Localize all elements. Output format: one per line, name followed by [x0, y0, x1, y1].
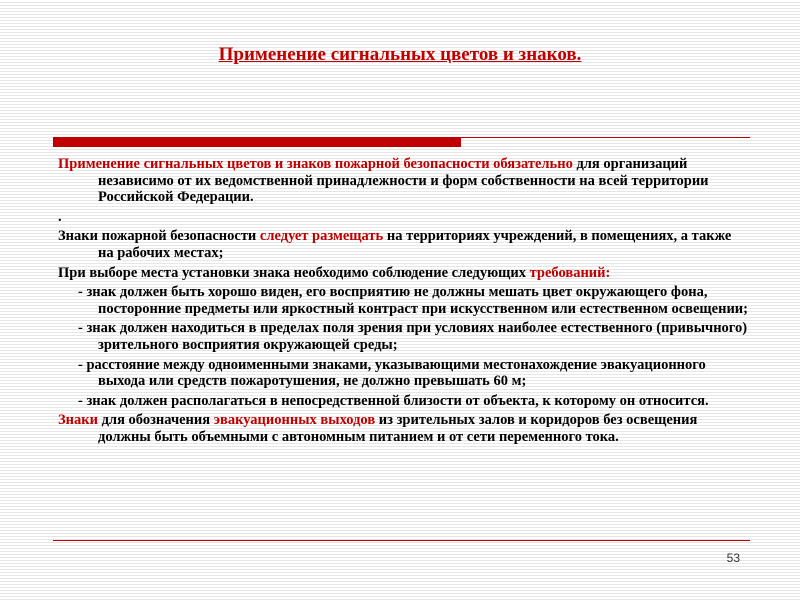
requirement-item — [58, 393, 748, 410]
paragraph — [58, 265, 748, 282]
body-text: Знаки пожарной безопасности — [58, 228, 260, 245]
body-text: для организаций независимо от их ведомственной принадлежности и форм собственности на всей территории Российской Федерации. — [98, 156, 709, 206]
body-text: При выборе места установки знака необходимо соблюдение следующих — [58, 264, 530, 281]
footer-divider — [53, 540, 750, 541]
slide-body — [58, 156, 748, 449]
slide-title: Применение сигнальных цветов и знаков. — [218, 44, 582, 65]
body-text: из зрительных залов и коридоров без освещения должны быть объемными с автономным питанием и от сети переменного тока. — [98, 412, 698, 445]
paragraph — [58, 412, 748, 445]
highlight-text: эвакуационных выходов — [213, 412, 376, 429]
body-text: для обозначения — [97, 412, 214, 429]
page-number: 53 — [726, 551, 740, 565]
paragraph — [58, 209, 748, 226]
highlight-text: Применение сигнальных цветов и знаков пожарной безопасности обязательно — [58, 156, 573, 172]
highlight-text: следует размещать — [259, 228, 384, 245]
requirement-item — [58, 357, 748, 390]
body-text: на территориях учреждений, в помещениях, а также на рабочих местах; — [98, 228, 732, 261]
requirement-item — [58, 284, 748, 317]
requirement-item — [58, 320, 748, 353]
title-divider-thin — [461, 137, 750, 138]
body-text: - знак должен быть хорошо виден, его восприятию не должны мешать цвет окружающего фона, посторонние предметы или яркостный контраст при искусственном или естественном освещении; — [78, 284, 748, 317]
body-text: - знак должен располагаться в непосредственной близости от объекта, к которому он относится. — [78, 392, 709, 409]
body-text: - знак должен находиться в пределах поля зрения при условиях наиболее естественного (привычного) зрительного восприятия окружающей среды; — [78, 320, 748, 353]
body-text: - расстояние между одноименными знаками, указывающими местонахождение эвакуационного выхода или средств пожаротушения, не должно превышать 60 м; — [78, 356, 706, 390]
highlight-text: Знаки — [58, 412, 98, 429]
paragraph — [58, 156, 748, 206]
paragraph — [58, 228, 748, 261]
title-divider-thick — [53, 137, 461, 147]
body-text: . — [58, 208, 62, 225]
highlight-text: требований: — [529, 264, 611, 281]
